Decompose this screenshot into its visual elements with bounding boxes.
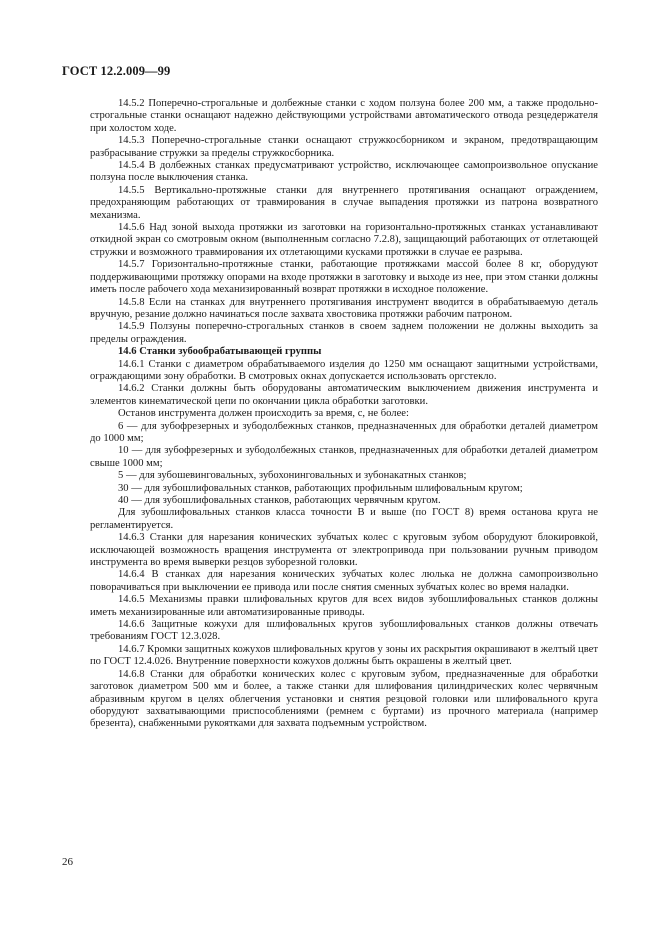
paragraph: 14.6.7 Кромки защитных кожухов шлифовальных кругов у зоны их раскрытия окрашивают в желтый цвет по ГОСТ 12.4.026. Внутренние поверхности кожухов должны быть окрашены в желтый цвет. [90, 643, 598, 668]
paragraph: Останов инструмента должен происходить за время, с, не более: [118, 408, 409, 420]
paragraph: 14.5.9 Ползуны поперечно-строгальных станков в своем заднем положении не должны выходить за пределы ограждения. [90, 321, 598, 345]
paragraph: 14.6.5 Механизмы правки шлифовальных кругов для всех видов зубошлифовальных станков должны иметь механизированные или автоматизированные приводы. [90, 594, 598, 618]
paragraph: 14.6.3 Станки для нарезания конических зубчатых колес с круговым зубом оборудуют блокировкой, исключающей возможность вращения инструмента от электропривода при пользовании ручным приводом инструмента во время выверки резцов зуборезной головки. [90, 532, 598, 569]
paragraph: 14.6.4 В станках для нарезания конических зубчатых колес люлька не должна самопроизвольно поворачиваться при выключении ее привода или после снятия сменных зубчатых колес во время наладки. [90, 569, 598, 593]
list-item: 6 — для зубофрезерных и зубодолбежных станков, предназначенных для обработки деталей диаметром до 1000 мм; [90, 420, 598, 444]
paragraph: Для зубошлифовальных станков класса точности В и выше (по ГОСТ 8) время останова круга не регламентируется. [90, 507, 598, 531]
paragraph: 14.6.8 Станки для обработки конических колес с круговым зубом, предназначенные для обработки заготовок диаметром 500 мм и более, а также станки для шлифования цилиндрических колес червячным абразивным кругом в целях облегчения установки и снятия резцовой головки или шлифовального круга оборудуют захватывающими приспособлениями (ремнем с буртами) из прочного материала (например брезента), снабженными рукоятками для захвата подъемным устройством. [90, 668, 598, 730]
paragraph: 14.5.2 Поперечно-строгальные и долбежные станки с ходом ползуна более 200 мм, а также продольно-строгальные станки оснащают надежно действующими устройствами автоматического отвода резцедержателя при холостом ходе. [90, 98, 598, 134]
paragraph: 14.5.3 Поперечно-строгальные станки оснащают стружкосборником и экраном, предотвращающим разбрасывание стружки за пределы стружкосборника. [90, 135, 598, 159]
paragraph: 14.5.8 Если на станках для внутреннего протягивания инструмент вводится в обрабатываемую деталь вручную, резание должно начинаться после захвата хвостовика протяжки рабочим патроном. [90, 296, 598, 320]
paragraph: 14.5.7 Горизонтально-протяжные станки, работающие протяжками массой более 8 кг, оборудуют поддерживающими протяжку опорами на входе протяжки в заготовку и выходе из нее, при этом станки должны иметь после рабочего хода механизированный возврат протяжки в исходное положение. [90, 259, 598, 296]
document-header: ГОСТ 12.2.009—99 [62, 64, 171, 78]
list-item: 30 — для зубошлифовальных станков, работающих профильным шлифовальным кругом; [118, 482, 523, 494]
list-item: 5 — для зубошевинговальных, зубохонинговальных и зубонакатных станков; [118, 470, 467, 482]
paragraph: 14.6.1 Станки с диаметром обрабатываемого изделия до 1250 мм оснащают защитными устройствами, ограждающими зону обработки. В смотровых окнах допускается использовать оргстекло. [90, 358, 598, 382]
paragraph: 14.5.5 Вертикально-протяжные станки для внутреннего протягивания оснащают ограждением, предохраняющим работающих от травмирования в случае выпадения протяжки из патрона возвратного механизма. [90, 184, 598, 221]
paragraph: 14.6.2 Станки должны быть оборудованы автоматическим выключением движения инструмента и элементов кинематической цепи по окончании цикла обработки заготовки. [90, 383, 598, 407]
list-item: 10 — для зубофрезерных и зубодолбежных станков, предназначенных для обработки деталей диаметром свыше 1000 мм; [90, 445, 598, 469]
document-body [90, 98, 598, 731]
paragraph: 14.6.6 Защитные кожухи для шлифовальных кругов зубошлифовальных станков должны отвечать требованиям ГОСТ 12.3.028. [90, 619, 598, 643]
section-heading: 14.6 Станки зубообрабатывающей группы [118, 346, 322, 358]
paragraph: 14.5.4 В долбежных станках предусматривают устройство, исключающее самопроизвольное опускание ползуна после выключения станка. [90, 160, 598, 184]
page-number: 26 [62, 856, 73, 868]
list-item: 40 — для зубошлифовальных станков, работающих червячным кругом. [118, 495, 441, 506]
paragraph: 14.5.6 Над зоной выхода протяжки из заготовки на горизонтально-протяжных станках устанавливают откидной экран со смотровым окном (выполненным согласно 7.2.8), защищающий работающих от отлетающей стружки и возможного травмирования их отлетающими кусками протяжки в случае ее разрыва. [90, 222, 598, 258]
